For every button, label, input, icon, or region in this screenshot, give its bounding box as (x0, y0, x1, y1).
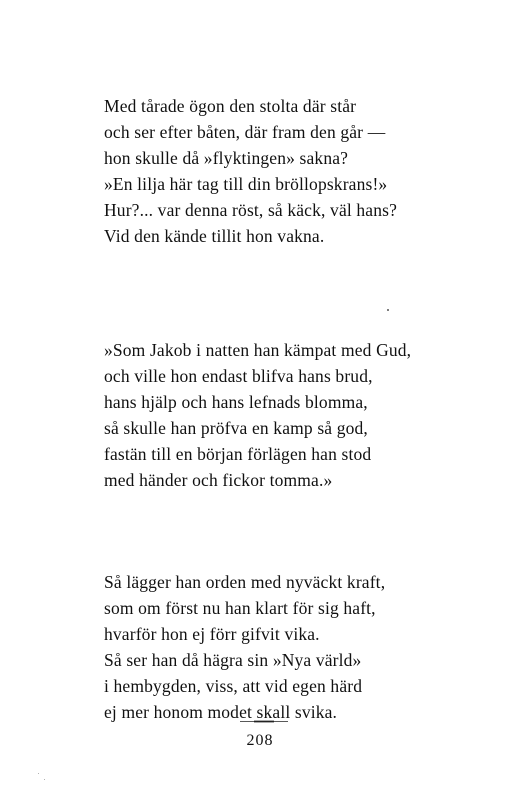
verse-line: hans hjälp och hans lefnads blomma, (104, 392, 368, 412)
verse-line: hon skulle då »flyktingen» sakna? (104, 148, 349, 168)
print-speck (38, 773, 39, 774)
verse-line: Vid den kände tillit hon vakna. (104, 226, 325, 246)
verse-line: Så lägger han orden med nyväckt kraft, (104, 572, 386, 592)
verse-line: ej mer honom modet skall svika. (104, 702, 338, 722)
print-speck (44, 779, 45, 780)
verse-line: Hur?... var denna röst, så käck, väl hans? (104, 200, 397, 220)
verse-line: och ville hon endast blifva hans brud, (104, 366, 373, 386)
verse-line: fastän till en början förlägen han stod (104, 444, 372, 464)
stanza (104, 569, 464, 725)
verse-line: med händer och fickor tomma.» (104, 470, 333, 490)
verse-line: och ser efter båten, där fram den går — (104, 122, 386, 142)
verse-line: Så ser han då hägra sin »Nya värld» (104, 650, 362, 670)
ornamental-rule (240, 720, 288, 722)
verse-line: i hembygden, viss, att vid egen härd (104, 676, 363, 696)
page-number: 208 (246, 732, 274, 749)
verse-line: »Som Jakob i natten han kämpat med Gud, (104, 340, 412, 360)
verse-line: så skulle han pröfva en kamp så god, (104, 418, 368, 438)
print-speck (387, 309, 389, 311)
stanza (104, 337, 464, 493)
verse-line: Med tårade ögon den stolta där står (104, 96, 357, 116)
stanza (104, 93, 464, 249)
verse-line: som om först nu han klart för sig haft, (104, 598, 376, 618)
verse-line: hvarför hon ej förr gifvit vika. (104, 624, 320, 644)
verse-line: »En lilja här tag till din bröllopskrans!» (104, 174, 388, 194)
